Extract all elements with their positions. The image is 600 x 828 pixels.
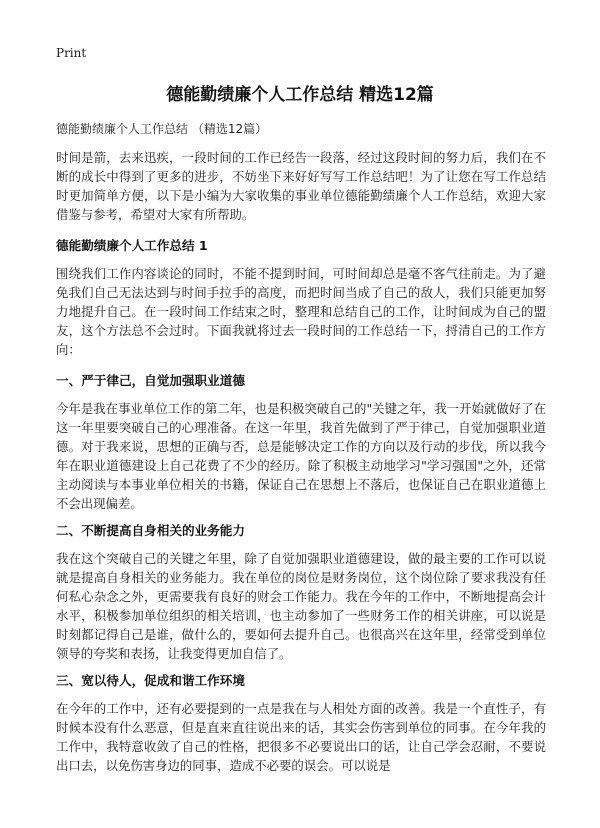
section-heading-2: 二、不断提高自身相关的业务能力 — [56, 523, 245, 538]
section-body-1: 今年是我在事业单位工作的第二年，也是积极突破自己的"关键之年，我一开始就做好了在这一年里要突破自己的心理准备。在这一年里，我首先做到了严于律己，自觉加强职业道德。对于我来说，思想的正确与否，总是能够决定工作的方向以及行动的步伐，所以我今年在职业道德建设上自己花费了不少的经历。除了积极主动地学习"学习强国"之外，还常主动阅读与本事业单位相关的书籍，保证自己在思想上不落后，也保证自己在职业道德上不会出现偏差。 — [56, 401, 546, 511]
intro-paragraph: 时间是箭，去来迅疾，一段时间的工作已经告一段落，经过这段时间的努力后，我们在不断的成长中得到了更多的进步，不妨坐下来好好写写工作总结吧！为了让您在写工作总结时更加简单方便，以下是小编为大家收集的事业单位德能勤绩廉个人工作总结，欢迎大家借鉴与参考，希望对大家有所帮助。 — [56, 150, 546, 222]
article-heading: 德能勤绩廉个人工作总结 1 — [56, 238, 208, 253]
section-body-2: 我在这个突破自己的关键之年里，除了自觉加强职业道德建设，做的最主要的工作可以说就是提高自身相关的业务能力。我在单位的岗位是财务岗位，这个岗位除了要求我没有任何私心杂念之外，更需要我有良好的财会工作能力。我在今年的工作中，不断地提高会计水平，积极参加单位组织的相关培训，也主动参加了一些财务工作的相关讲座，可以说是时刻都记得自己是谁，做什么的，要如何去提升自己。也很高兴在这年里，经常受到单位领导的夸奖和表扬，让我变得更加自信了。 — [56, 551, 546, 661]
section-body-3: 在今年的工作中，还有必要提到的一点是我在与人相处方面的改善。我是一个直性子，有时候本没有什么恶意，但是直来直往说出来的话，其实会伤害到单位的同事。在今年我的工作中，我特意收敛了自己的性格，把很多不必要说出口的话，让自己学会忍耐，不要说出口去，以免伤害身边的同事，造成不必要的误会。可以说是 — [56, 701, 546, 773]
article-intro-paragraph: 围绕我们工作内容谈论的同时，不能不提到时间，可时间却总是毫不客气往前走。为了避免我们自己无法达到与时间手拉手的高度，而把时间当成了自己的敌人，我们只能更加努力地提升自己。在一段时间工作结束之时，整理和总结自己的工作，让时间成为自己的盟友，这个方法总不会过时。下面我就将过去一段时间的工作总结一下，捋清自己的工作方向： — [56, 266, 546, 357]
page-title: 德能勤绩廉个人工作总结 精选12篇 — [166, 85, 434, 105]
print-link[interactable]: Print — [56, 46, 87, 60]
section-heading-3: 三、宽以待人，促成和谐工作环境 — [56, 673, 245, 688]
section-heading-1: 一、严于律己，自觉加强职业道德 — [56, 373, 245, 388]
document-subtitle: 德能勤绩廉个人工作总结 （精选12篇） — [56, 122, 268, 136]
